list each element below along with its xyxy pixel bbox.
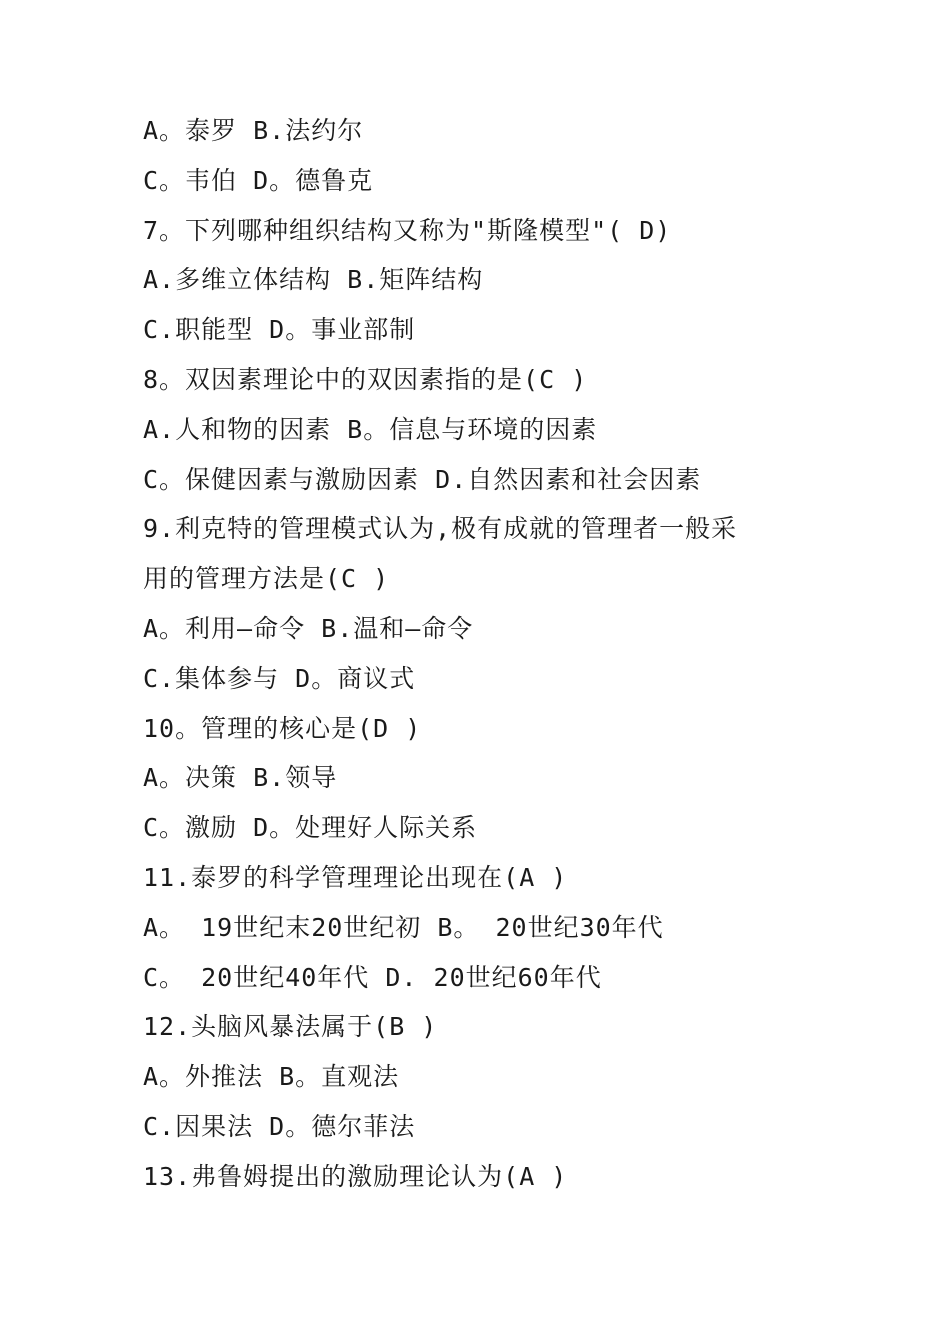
question-11: 11.泰罗的科学管理理论出现在(A ) [143,862,568,892]
text-line: C。韦伯 D。德鲁克 [143,165,374,195]
text-line: A。泰罗 B.法约尔 [143,116,364,145]
text-line: C。保健因素与激励因素 D.自然因素和社会因素 [143,464,702,494]
text-line: A。外推法 B。直观法 [143,1062,400,1092]
text-line: C.职能型 D。事业部制 [143,315,416,345]
text-line: C。激励 D。处理好人际关系 [143,813,478,843]
text-line: A。决策 B.领导 [143,763,338,793]
text-line: A。 19世纪末20世纪初 B。 20世纪30年代 [143,912,664,942]
text-line: 用的管理方法是(C ) [143,564,390,594]
question-12: 12.头脑风暴法属于(B ) [143,1012,438,1042]
question-10: 10。管理的核心是(D ) [143,713,422,743]
text-body [143,106,843,1202]
question-9: 9.利克特的管理模式认为,极有成就的管理者一般采 [143,514,738,544]
text-line: A.人和物的因素 B。信息与环境的因素 [143,414,598,444]
text-line: C.因果法 D。德尔菲法 [143,1111,416,1141]
question-13: 13.弗鲁姆提出的激励理论认为(A ) [143,1161,568,1191]
text-line: A。利用—命令 B.温和—命令 [143,613,474,643]
question-7: 7。下列哪种组织结构又称为"斯隆模型"( D) [143,215,672,245]
text-line: A.多维立体结构 B.矩阵结构 [143,265,484,295]
text-line: C。 20世纪40年代 D. 20世纪60年代 [143,962,602,992]
text-line: C.集体参与 D。商议式 [143,663,416,693]
question-8: 8。双因素理论中的双因素指的是(C ) [143,364,588,394]
